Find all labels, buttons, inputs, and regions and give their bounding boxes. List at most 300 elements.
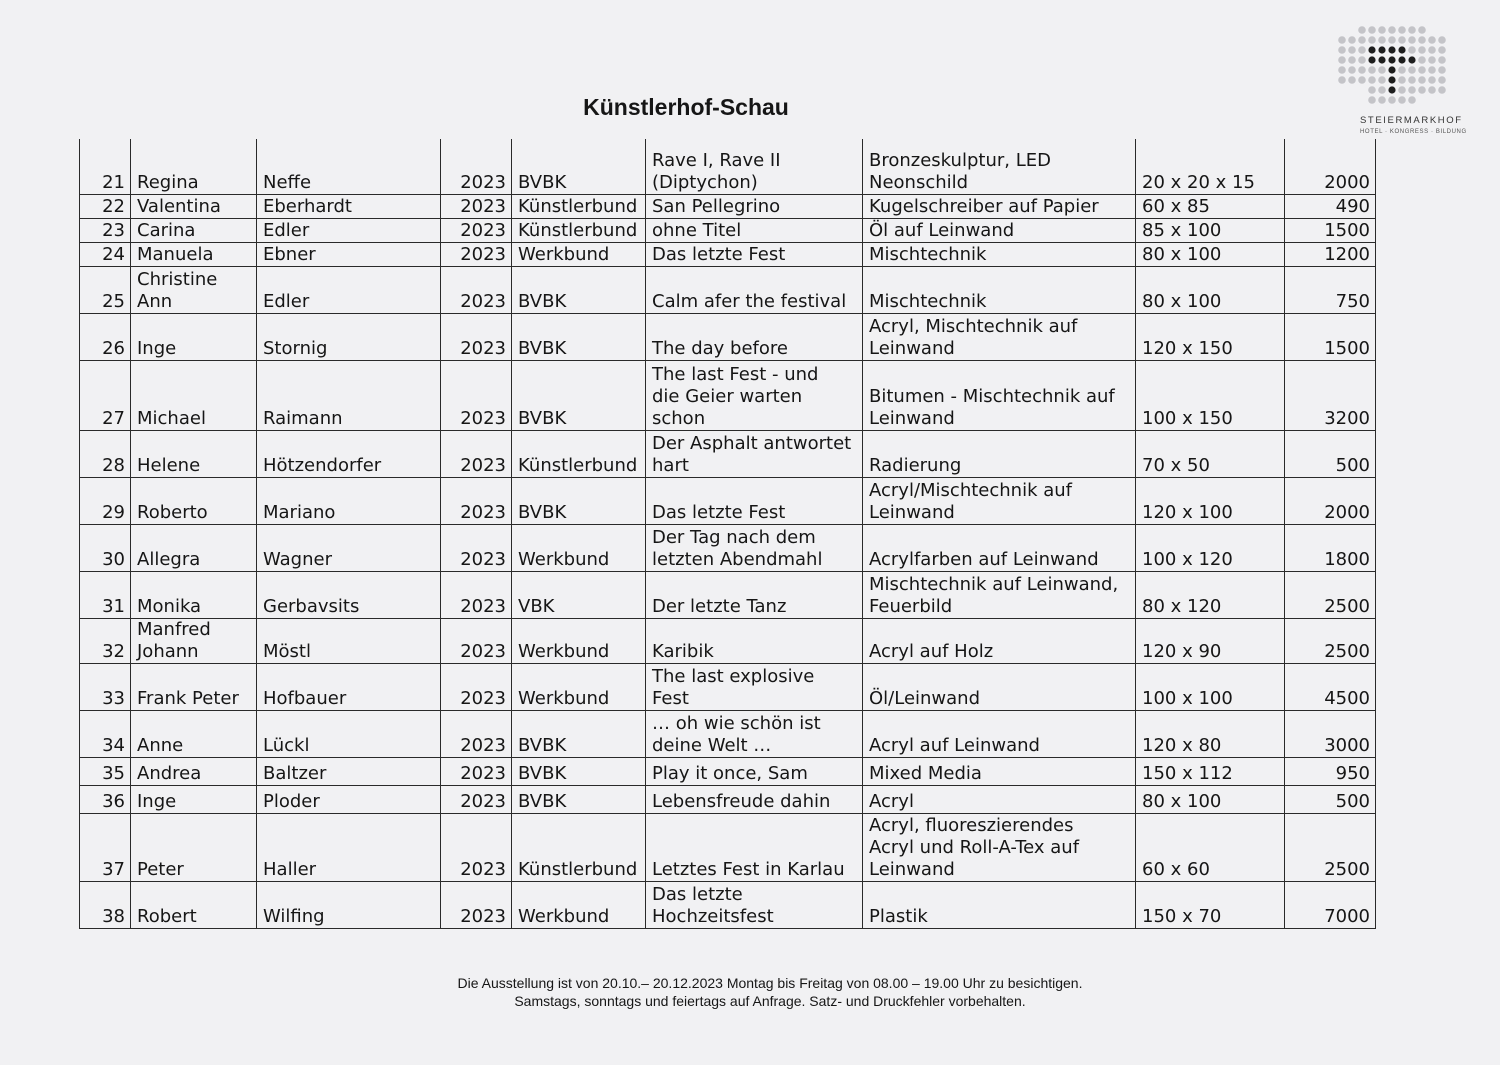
cell-first-name	[131, 618, 257, 663]
cell-dimensions	[1136, 242, 1285, 266]
cell-nr	[80, 881, 131, 928]
cell-association	[512, 313, 646, 360]
cell-dimensions-line: 120 x 100	[1142, 501, 1233, 523]
cell-nr-line: 21	[102, 171, 125, 193]
cell-association-line: BVBK	[518, 734, 567, 756]
cell-last-name-line: Baltzer	[263, 762, 327, 784]
cell-last-name-line: Haller	[263, 858, 317, 880]
cell-dimensions-line: 80 x 120	[1142, 595, 1222, 617]
cell-artwork-title-line: (Diptychon)	[652, 171, 758, 193]
cell-first-name	[131, 663, 257, 710]
footer-note	[0, 974, 1500, 1010]
steiermarkhof-logo	[1336, 24, 1486, 142]
cell-dimensions	[1136, 266, 1285, 313]
cell-artwork-title-line: The day before	[652, 337, 788, 359]
cell-association-line: Werkbund	[518, 243, 610, 265]
cell-nr	[80, 139, 131, 194]
cell-artwork-title	[646, 430, 863, 477]
table-row	[80, 785, 1376, 813]
cell-price-line: 3000	[1324, 734, 1370, 756]
cell-last-name	[257, 477, 441, 524]
table-row	[80, 139, 1376, 194]
cell-artwork-title-line: Calm afer the festival	[652, 290, 847, 312]
cell-nr-line: 24	[102, 243, 125, 265]
cell-technique	[863, 430, 1136, 477]
cell-artwork-title	[646, 266, 863, 313]
cell-first-name	[131, 477, 257, 524]
cell-association	[512, 360, 646, 430]
cell-artwork-title-line: Das letzte Fest	[652, 501, 786, 523]
cell-nr-line: 23	[102, 219, 125, 241]
cell-dimensions-line: 85 x 100	[1142, 219, 1222, 241]
cell-association	[512, 881, 646, 928]
cell-artwork-title	[646, 881, 863, 928]
cell-year-line: 2023	[460, 219, 506, 241]
table-row	[80, 477, 1376, 524]
cell-technique	[863, 710, 1136, 757]
cell-first-name	[131, 881, 257, 928]
table-row	[80, 360, 1376, 430]
cell-artwork-title-line: Rave I, Rave II	[652, 149, 781, 171]
cell-price-line: 950	[1335, 762, 1370, 784]
cell-artwork-title-line: The last explosive	[652, 665, 815, 687]
cell-year	[441, 524, 512, 571]
table-row	[80, 266, 1376, 313]
cell-artwork-title	[646, 360, 863, 430]
cell-first-name	[131, 430, 257, 477]
table-row	[80, 242, 1376, 266]
cell-artwork-title-line: San Pellegrino	[652, 195, 781, 217]
cell-dimensions	[1136, 524, 1285, 571]
cell-artwork-title-line: schon	[652, 407, 706, 429]
cell-nr-line: 26	[102, 337, 125, 359]
cell-year-line: 2023	[460, 595, 506, 617]
cell-first-name-line: Christine	[137, 268, 218, 290]
cell-artwork-title-line: Fest	[652, 687, 689, 709]
cell-price	[1285, 242, 1376, 266]
cell-year	[441, 757, 512, 785]
cell-artwork-title-line: hart	[652, 454, 689, 476]
cell-artwork-title-line: deine Welt …	[652, 734, 772, 756]
cell-association	[512, 139, 646, 194]
cell-first-name	[131, 524, 257, 571]
cell-price	[1285, 477, 1376, 524]
cell-technique	[863, 477, 1136, 524]
cell-technique	[863, 618, 1136, 663]
cell-nr	[80, 194, 131, 218]
cell-first-name-line: Anne	[137, 734, 184, 756]
cell-association	[512, 710, 646, 757]
cell-last-name-line: Gerbavsits	[263, 595, 360, 617]
cell-artwork-title-line: The last Fest - und	[652, 363, 819, 385]
cell-year	[441, 813, 512, 881]
cell-artwork-title-line: … oh wie schön ist	[652, 712, 821, 734]
cell-dimensions	[1136, 313, 1285, 360]
cell-artwork-title-line: Hochzeitsfest	[652, 905, 774, 927]
table-row	[80, 524, 1376, 571]
cell-last-name-line: Raimann	[263, 407, 343, 429]
cell-dimensions	[1136, 571, 1285, 618]
cell-artwork-title	[646, 194, 863, 218]
cell-first-name	[131, 242, 257, 266]
cell-dimensions-line: 60 x 60	[1142, 858, 1210, 880]
cell-first-name-line: Manuela	[137, 243, 214, 265]
cell-price-line: 4500	[1324, 687, 1370, 709]
cell-dimensions	[1136, 360, 1285, 430]
cell-dimensions-line: 100 x 120	[1142, 548, 1233, 570]
cell-technique-line: Öl/Leinwand	[869, 687, 981, 709]
cell-nr-line: 27	[102, 407, 125, 429]
cell-last-name	[257, 360, 441, 430]
cell-association	[512, 430, 646, 477]
cell-last-name	[257, 663, 441, 710]
cell-first-name-line: Robert	[137, 905, 197, 927]
cell-nr	[80, 218, 131, 242]
cell-price	[1285, 663, 1376, 710]
cell-last-name-line: Edler	[263, 219, 310, 241]
cell-year-line: 2023	[460, 762, 506, 784]
table-row	[80, 881, 1376, 928]
cell-first-name-line: Monika	[137, 595, 202, 617]
cell-artwork-title-line: Das letzte Fest	[652, 243, 786, 265]
cell-first-name	[131, 571, 257, 618]
cell-last-name	[257, 785, 441, 813]
cell-artwork-title	[646, 571, 863, 618]
cell-year	[441, 218, 512, 242]
cell-dimensions-line: 80 x 100	[1142, 290, 1222, 312]
cell-dimensions-line: 100 x 100	[1142, 687, 1233, 709]
cell-association-line: VBK	[518, 595, 555, 617]
table-row	[80, 618, 1376, 663]
cell-price	[1285, 571, 1376, 618]
cell-technique	[863, 663, 1136, 710]
cell-price-line: 3200	[1324, 407, 1370, 429]
cell-artwork-title-line: Lebensfreude dahin	[652, 790, 831, 812]
cell-association-line: Werkbund	[518, 687, 610, 709]
cell-association-line: Künstlerbund	[518, 195, 638, 217]
cell-year-line: 2023	[460, 548, 506, 570]
cell-association	[512, 757, 646, 785]
cell-technique	[863, 881, 1136, 928]
cell-association-line: Künstlerbund	[518, 858, 638, 880]
cell-artwork-title	[646, 524, 863, 571]
cell-last-name-line: Ploder	[263, 790, 320, 812]
cell-technique-line: Leinwand	[869, 407, 955, 429]
cell-last-name-line: Edler	[263, 290, 310, 312]
cell-first-name-line: Michael	[137, 407, 206, 429]
cell-nr	[80, 430, 131, 477]
cell-year	[441, 571, 512, 618]
cell-technique	[863, 524, 1136, 571]
cell-association-line: Künstlerbund	[518, 219, 638, 241]
cell-dimensions	[1136, 218, 1285, 242]
cell-year-line: 2023	[460, 454, 506, 476]
cell-technique-line: Bronzeskulptur, LED	[869, 149, 1051, 171]
artwork-table	[79, 139, 1376, 929]
cell-first-name-line: Johann	[137, 640, 199, 662]
cell-price-line: 750	[1335, 290, 1370, 312]
cell-dimensions	[1136, 194, 1285, 218]
table-row	[80, 757, 1376, 785]
cell-nr	[80, 618, 131, 663]
cell-association	[512, 477, 646, 524]
cell-year-line: 2023	[460, 290, 506, 312]
cell-first-name	[131, 813, 257, 881]
cell-technique-line: Neonschild	[869, 171, 969, 193]
table-row	[80, 313, 1376, 360]
cell-technique-line: Mischtechnik	[869, 243, 987, 265]
cell-technique-line: Acryl und Roll-A-Tex auf	[869, 836, 1080, 858]
cell-last-name	[257, 194, 441, 218]
table-row	[80, 813, 1376, 881]
cell-dimensions-line: 20 x 20 x 15	[1142, 171, 1255, 193]
cell-association-line: BVBK	[518, 171, 567, 193]
cell-first-name-line: Frank Peter	[137, 687, 239, 709]
cell-year-line: 2023	[460, 407, 506, 429]
cell-association	[512, 266, 646, 313]
cell-first-name-line: Inge	[137, 337, 177, 359]
cell-association-line: BVBK	[518, 290, 567, 312]
cell-price	[1285, 618, 1376, 663]
cell-technique	[863, 571, 1136, 618]
cell-last-name-line: Ebner	[263, 243, 316, 265]
cell-year-line: 2023	[460, 337, 506, 359]
cell-nr	[80, 242, 131, 266]
cell-year-line: 2023	[460, 790, 506, 812]
cell-dimensions-line: 70 x 50	[1142, 454, 1210, 476]
cell-dimensions	[1136, 710, 1285, 757]
cell-dimensions	[1136, 757, 1285, 785]
cell-year-line: 2023	[460, 501, 506, 523]
cell-association	[512, 218, 646, 242]
cell-first-name-line: Peter	[137, 858, 184, 880]
cell-technique	[863, 139, 1136, 194]
cell-dimensions-line: 80 x 100	[1142, 790, 1222, 812]
cell-price-line: 500	[1335, 790, 1370, 812]
cell-year	[441, 430, 512, 477]
cell-artwork-title-line: die Geier warten	[652, 385, 803, 407]
cell-year-line: 2023	[460, 905, 506, 927]
table-row	[80, 663, 1376, 710]
cell-dimensions	[1136, 430, 1285, 477]
cell-last-name-line: Wagner	[263, 548, 332, 570]
cell-technique-line: Mischtechnik auf Leinwand,	[869, 573, 1119, 595]
cell-first-name-line: Inge	[137, 790, 177, 812]
cell-association-line: Werkbund	[518, 905, 610, 927]
cell-association-line: BVBK	[518, 790, 567, 812]
cell-year	[441, 477, 512, 524]
cell-last-name-line: Mariano	[263, 501, 336, 523]
cell-technique	[863, 266, 1136, 313]
cell-artwork-title	[646, 139, 863, 194]
cell-nr-line: 29	[102, 501, 125, 523]
cell-technique-line: Acryl	[869, 790, 914, 812]
cell-artwork-title	[646, 785, 863, 813]
table-row	[80, 218, 1376, 242]
cell-price	[1285, 218, 1376, 242]
cell-technique-line: Acryl, fluoreszierendes	[869, 814, 1074, 836]
cell-technique-line: Mischtechnik	[869, 290, 987, 312]
cell-technique-line: Kugelschreiber auf Papier	[869, 195, 1099, 217]
cell-dimensions	[1136, 477, 1285, 524]
cell-year	[441, 313, 512, 360]
footer-line-2: Samstags, sonntags und feiertags auf Anfrage. Satz- und Druckfehler vorbehalten.	[514, 993, 1026, 1009]
cell-last-name-line: Möstl	[263, 640, 311, 662]
logo-name: STEIERMARKHOF	[1360, 115, 1463, 126]
cell-dimensions-line: 150 x 70	[1142, 905, 1222, 927]
cell-last-name	[257, 524, 441, 571]
cell-last-name	[257, 813, 441, 881]
cell-nr	[80, 663, 131, 710]
cell-artwork-title-line: Letztes Fest in Karlau	[652, 858, 845, 880]
cell-year	[441, 785, 512, 813]
cell-nr	[80, 524, 131, 571]
cell-last-name	[257, 710, 441, 757]
cell-last-name	[257, 242, 441, 266]
cell-price-line: 7000	[1324, 905, 1370, 927]
cell-technique-line: Plastik	[869, 905, 928, 927]
cell-artwork-title	[646, 218, 863, 242]
cell-nr	[80, 813, 131, 881]
cell-technique	[863, 242, 1136, 266]
cell-year-line: 2023	[460, 858, 506, 880]
cell-year-line: 2023	[460, 195, 506, 217]
cell-price	[1285, 313, 1376, 360]
cell-last-name	[257, 430, 441, 477]
cell-dimensions	[1136, 881, 1285, 928]
cell-association	[512, 785, 646, 813]
cell-nr-line: 37	[102, 858, 125, 880]
cell-price-line: 1500	[1324, 337, 1370, 359]
cell-dimensions	[1136, 663, 1285, 710]
cell-nr-line: 33	[102, 687, 125, 709]
cell-first-name	[131, 757, 257, 785]
cell-technique	[863, 194, 1136, 218]
footer-line-1: Die Ausstellung ist von 20.10.– 20.12.2023 Montag bis Freitag von 08.00 – 19.00 Uhr zu besichtigen.	[457, 975, 1083, 991]
cell-first-name	[131, 266, 257, 313]
cell-artwork-title-line: Karibik	[652, 640, 714, 662]
cell-first-name-line: Carina	[137, 219, 196, 241]
cell-year-line: 2023	[460, 171, 506, 193]
cell-technique-line: Feuerbild	[869, 595, 953, 617]
cell-first-name-line: Andrea	[137, 762, 202, 784]
cell-year	[441, 663, 512, 710]
cell-nr-line: 38	[102, 905, 125, 927]
cell-first-name	[131, 710, 257, 757]
cell-first-name-line: Allegra	[137, 548, 201, 570]
cell-price-line: 1200	[1324, 243, 1370, 265]
cell-first-name-line: Valentina	[137, 195, 221, 217]
cell-technique-line: Acryl, Mischtechnik auf	[869, 315, 1078, 337]
cell-association-line: BVBK	[518, 407, 567, 429]
cell-technique-line: Bitumen - Mischtechnik auf	[869, 385, 1115, 407]
cell-year-line: 2023	[460, 687, 506, 709]
cell-dimensions-line: 120 x 80	[1142, 734, 1222, 756]
cell-last-name	[257, 757, 441, 785]
cell-price	[1285, 430, 1376, 477]
cell-price-line: 1500	[1324, 219, 1370, 241]
cell-association	[512, 813, 646, 881]
cell-association-line: BVBK	[518, 501, 567, 523]
cell-artwork-title	[646, 313, 863, 360]
cell-nr-line: 28	[102, 454, 125, 476]
cell-last-name	[257, 266, 441, 313]
cell-association-line: BVBK	[518, 337, 567, 359]
cell-artwork-title-line: letzten Abendmahl	[652, 548, 823, 570]
cell-price	[1285, 881, 1376, 928]
cell-nr	[80, 477, 131, 524]
cell-first-name	[131, 218, 257, 242]
cell-artwork-title-line: ohne Titel	[652, 219, 742, 241]
cell-artwork-title	[646, 618, 863, 663]
cell-year-line: 2023	[460, 243, 506, 265]
cell-technique-line: Leinwand	[869, 858, 955, 880]
cell-price	[1285, 757, 1376, 785]
cell-last-name-line: Lückl	[263, 734, 310, 756]
cell-last-name	[257, 313, 441, 360]
cell-year	[441, 139, 512, 194]
cell-artwork-title	[646, 710, 863, 757]
cell-nr	[80, 571, 131, 618]
cell-last-name-line: Wilfing	[263, 905, 325, 927]
cell-technique	[863, 785, 1136, 813]
cell-dimensions	[1136, 139, 1285, 194]
cell-technique-line: Acrylfarben auf Leinwand	[869, 548, 1099, 570]
cell-nr	[80, 360, 131, 430]
cell-last-name	[257, 881, 441, 928]
cell-association	[512, 663, 646, 710]
cell-technique-line: Leinwand	[869, 501, 955, 523]
cell-year	[441, 360, 512, 430]
cell-last-name	[257, 571, 441, 618]
cell-association	[512, 242, 646, 266]
cell-association	[512, 571, 646, 618]
cell-nr-line: 30	[102, 548, 125, 570]
cell-nr	[80, 785, 131, 813]
cell-technique-line: Mixed Media	[869, 762, 982, 784]
cell-year	[441, 881, 512, 928]
cell-dimensions-line: 150 x 112	[1142, 762, 1233, 784]
cell-artwork-title	[646, 663, 863, 710]
cell-dimensions-line: 100 x 150	[1142, 407, 1233, 429]
cell-artwork-title	[646, 757, 863, 785]
cell-association-line: BVBK	[518, 762, 567, 784]
cell-association	[512, 524, 646, 571]
cell-price-line: 2500	[1324, 858, 1370, 880]
cell-first-name-line: Ann	[137, 290, 173, 312]
cell-technique	[863, 313, 1136, 360]
cell-technique	[863, 757, 1136, 785]
cell-dimensions	[1136, 813, 1285, 881]
cell-nr	[80, 313, 131, 360]
cell-first-name	[131, 194, 257, 218]
cell-nr-line: 36	[102, 790, 125, 812]
cell-nr	[80, 266, 131, 313]
table-row	[80, 430, 1376, 477]
cell-price	[1285, 360, 1376, 430]
cell-technique-line: Radierung	[869, 454, 962, 476]
cell-first-name-line: Manfred	[137, 618, 211, 640]
cell-artwork-title-line: Play it once, Sam	[652, 762, 808, 784]
cell-last-name	[257, 139, 441, 194]
cell-price-line: 500	[1335, 454, 1370, 476]
cell-year	[441, 266, 512, 313]
cell-nr-line: 34	[102, 734, 125, 756]
cell-artwork-title-line: Der Tag nach dem	[652, 526, 816, 548]
page-title: Künstlerhof-Schau	[583, 94, 789, 120]
cell-price-line: 1800	[1324, 548, 1370, 570]
cell-last-name-line: Eberhardt	[263, 195, 352, 217]
